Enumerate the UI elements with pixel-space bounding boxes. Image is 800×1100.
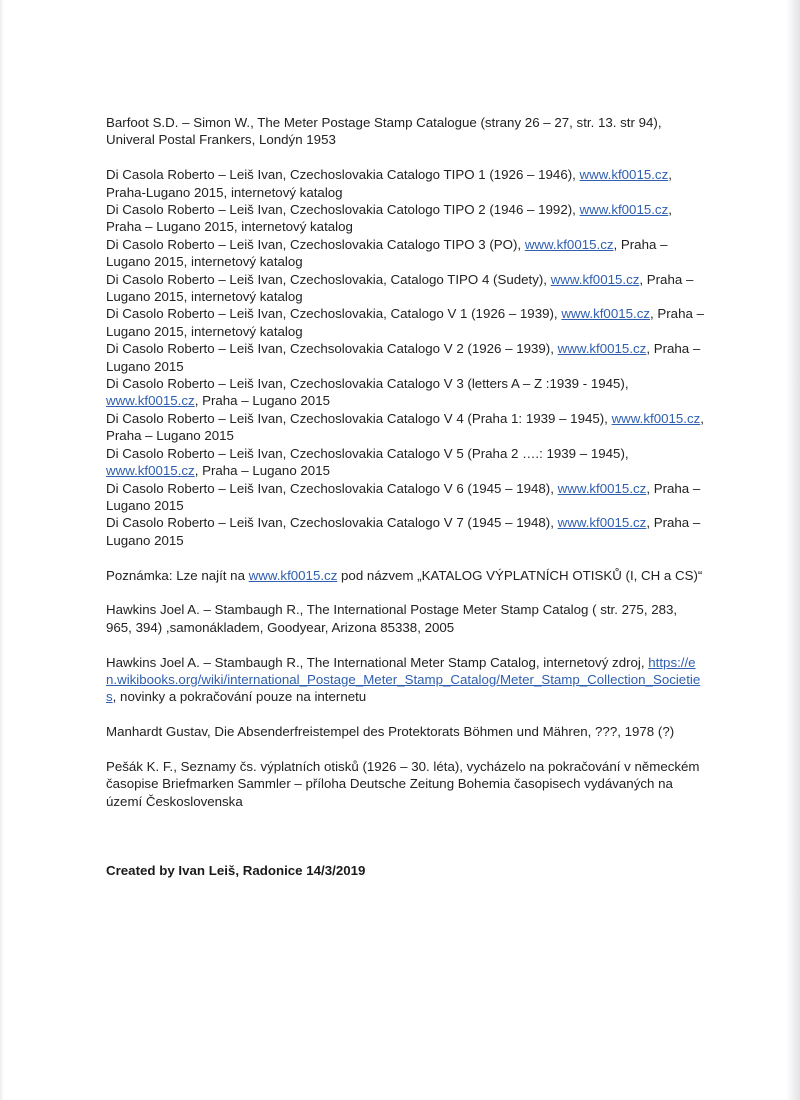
kf0015-link[interactable]: www.kf0015.cz: [524, 236, 614, 252]
kf0015-link[interactable]: www.kf0015.cz: [557, 480, 647, 496]
kf0015-link[interactable]: www.kf0015.cz: [579, 202, 669, 218]
entry-hawkins-online: Hawkins Joel A. – Stambaugh R., The International Meter Stamp Catalog, internetový zdroj, https://en.wikibooks.org/wiki/international_Postage_Meter_Stamp_Catalog/Meter_Stamp_Collection_Societies, novinky a pokračování pouze na internetu: [106, 654, 701, 705]
entry-hawkins-print: Hawkins Joel A. – Stambaugh R., The International Postage Meter Stamp Catalog ( str. 275, 283, 965, 394) ,samonákladem, Goodyear, Arizona 85338, 2005: [106, 602, 678, 635]
kf0015-link[interactable]: www.kf0015.cz: [557, 341, 647, 357]
entry-v-3: Di Casolo Roberto – Leiš Ivan, Czechoslovakia Catalogo V 3 (letters A – Z :1939 - 1945), www.kf0015.cz, Praha – Lugano 2015: [106, 376, 629, 409]
kf0015-link[interactable]: www.kf0015.cz: [557, 515, 647, 531]
entry-note: Poznámka: Lze najít na www.kf0015.cz pod názvem „KATALOG VÝPLATNÍCH OTISKŮ (I, CH a CS)“: [106, 567, 703, 583]
entry-v-5: Di Casolo Roberto – Leiš Ivan, Czechoslovakia Catalogo V 5 (Praha 2 ….: 1939 – 1945), www.kf0015.cz, Praha – Lugano 2015: [106, 445, 629, 479]
entry-v-4: Di Casolo Roberto – Leiš Ivan, Czechoslovakia Catalogo V 4 (Praha 1: 1939 – 1945), www.kf0015.cz, Praha – Lugano 2015: [106, 410, 704, 444]
entry-manhardt: Manhardt Gustav, Die Absenderfreistempel des Protektorats Böhmen und Mähren, ???, 1978 (?): [106, 724, 675, 740]
kf0015-link[interactable]: www.kf0015.cz: [550, 271, 640, 287]
page-edge-left: [0, 0, 4, 1100]
entry-v-1: Di Casolo Roberto – Leiš Ivan, Czechoslovakia, Catalogo V 1 (1926 – 1939), www.kf0015.cz, Praha – Lugano 2015, internetový katalog: [106, 306, 704, 339]
entry-tipo-2: Di Casolo Roberto – Leiš Ivan, Czechoslovakia Catologo TIPO 2 (1946 – 1992), www.kf0015.cz, Praha – Lugano 2015, internetový katalog: [106, 202, 672, 235]
page-edge-right: [786, 0, 800, 1100]
wikibooks-link[interactable]: https://en.wikibooks.org/wiki/international_Postage_Meter_Stamp_Catalog/Meter_Stamp_Collection_Societies: [106, 654, 701, 705]
kf0015-link[interactable]: www.kf0015.cz: [579, 167, 669, 183]
entry-barfoot: Barfoot S.D. – Simon W., The Meter Postage Stamp Catalogue (strany 26 – 27, str. 13. str 94), Univeral Postal Frankers, Londýn 1953: [106, 115, 662, 148]
entry-v-2: Di Casolo Roberto – Leiš Ivan, Czechsolovakia Catalogo V 2 (1926 – 1939), www.kf0015.cz, Praha – Lugano 2015: [106, 341, 701, 374]
entry-v-6: Di Casolo Roberto – Leiš Ivan, Czechoslovakia Catalogo V 6 (1945 – 1948), www.kf0015.cz, Praha – Lugano 2015: [106, 480, 701, 513]
created-by-footer: Created by Ivan Leiš, Radonice 14/3/2019: [106, 863, 366, 879]
kf0015-link[interactable]: www.kf0015.cz: [106, 463, 195, 479]
entry-tipo-3: Di Casolo Roberto – Leiš Ivan, Czechoslovakia Catalogo TIPO 3 (PO), www.kf0015.cz, Praha – Lugano 2015, internetový katalog: [106, 236, 668, 270]
entry-tipo-4: Di Casolo Roberto – Leiš Ivan, Czechoslovakia, Catalogo TIPO 4 (Sudety), www.kf0015.cz, Praha – Lugano 2015, internetový katalog: [106, 271, 694, 305]
kf0015-link[interactable]: www.kf0015.cz: [248, 567, 338, 583]
bibliography: [106, 114, 706, 880]
catalog-group: [106, 166, 706, 549]
kf0015-link[interactable]: www.kf0015.cz: [561, 306, 650, 322]
kf0015-link[interactable]: www.kf0015.cz: [611, 410, 701, 426]
entry-tipo-1: Di Casola Roberto – Leiš Ivan, Czechoslovakia Catalogo TIPO 1 (1926 – 1946), www.kf0015.cz, Praha-Lugano 2015, internetový katalog: [106, 167, 672, 200]
entry-v-7: Di Casolo Roberto – Leiš Ivan, Czechoslovakia Catalogo V 7 (1945 – 1948), www.kf0015.cz, Praha – Lugano 2015: [106, 515, 701, 548]
entry-pesak: Pešák K. F., Seznamy čs. výplatních otisků (1926 – 30. léta), vycházelo na pokračování v německém časopise Briefmarken Sammler – příloha Deutsche Zeitung Bohemia časopisech vydávaných na území Československa: [106, 758, 700, 809]
kf0015-link[interactable]: www.kf0015.cz: [106, 393, 195, 409]
